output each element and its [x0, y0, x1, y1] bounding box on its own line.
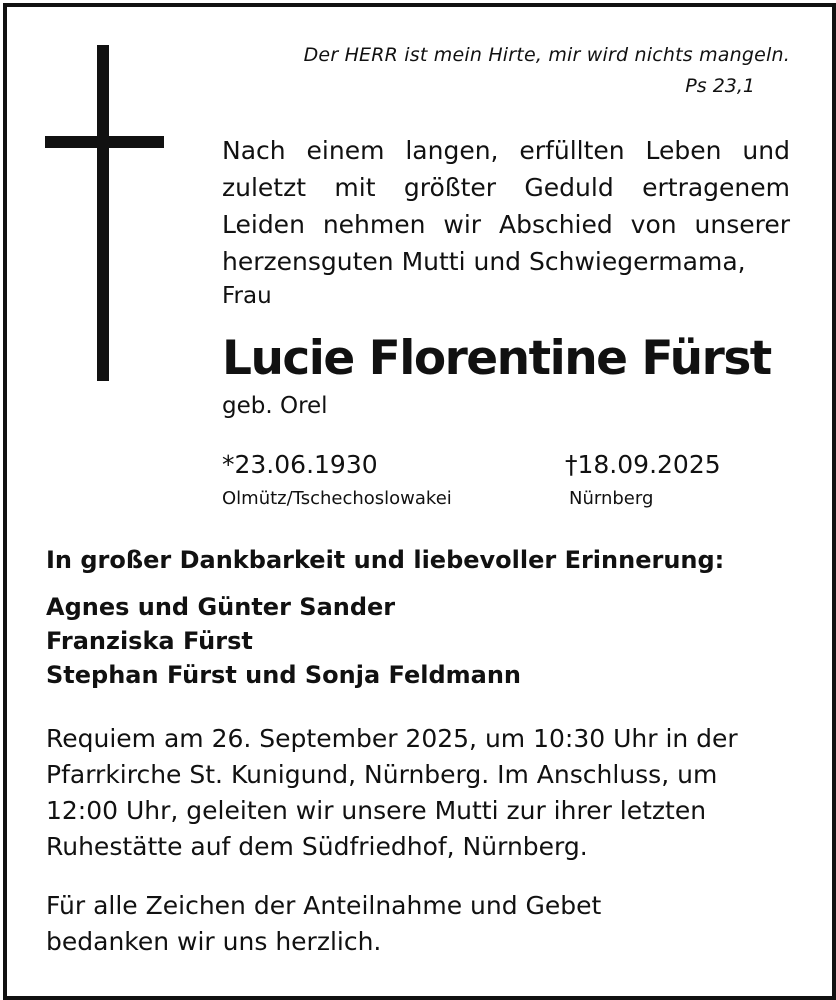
mourners-heading: In großer Dankbarkeit und liebevoller Erinnerung:: [46, 546, 725, 574]
birth-date: *23.06.1930: [222, 450, 378, 479]
intro-line: zuletzt mit größter Geduld ertragenem: [222, 173, 790, 202]
mourner-name: Franziska Fürst: [46, 627, 253, 655]
salutation: Frau: [222, 283, 272, 309]
cross-icon: [97, 45, 109, 381]
mourner-name: Agnes und Günter Sander: [46, 593, 396, 621]
birth-place: Olmütz/Tschechoslowakei: [222, 488, 452, 509]
thanks-line: bedanken wir uns herzlich.: [46, 927, 382, 956]
mourner-name: Stephan Fürst und Sonja Feldmann: [46, 661, 521, 689]
requiem-line: Pfarrkirche St. Kunigund, Nürnberg. Im Anschluss, um: [46, 760, 718, 789]
intro-line: Leiden nehmen wir Abschied von unserer: [222, 210, 790, 239]
intro-text: [222, 132, 790, 280]
death-date: †18.09.2025: [565, 450, 721, 479]
birth-name: geb. Orel: [222, 393, 328, 419]
death-place: Nürnberg: [569, 488, 654, 509]
requiem-text: [46, 721, 794, 865]
requiem-line: Requiem am 26. September 2025, um 10:30 Uhr in der: [46, 724, 738, 753]
cross-icon-crossbar: [45, 136, 164, 148]
bible-verse: Der HERR ist mein Hirte, mir wird nichts mangeln.: [303, 44, 790, 66]
thanks-line: Für alle Zeichen der Anteilnahme und Gebet: [46, 891, 602, 920]
requiem-line: Ruhestätte auf dem Südfriedhof, Nürnberg.: [46, 832, 588, 861]
deceased-name: Lucie Florentine Fürst: [222, 331, 771, 386]
intro-line: herzensguten Mutti und Schwiegermama,: [222, 247, 746, 276]
intro-line: Nach einem langen, erfüllten Leben und: [222, 136, 790, 165]
thanks-text: [46, 888, 746, 960]
bible-verse-reference: Ps 23,1: [685, 75, 755, 97]
requiem-line: 12:00 Uhr, geleiten wir unsere Mutti zur ihrer letzten: [46, 796, 707, 825]
